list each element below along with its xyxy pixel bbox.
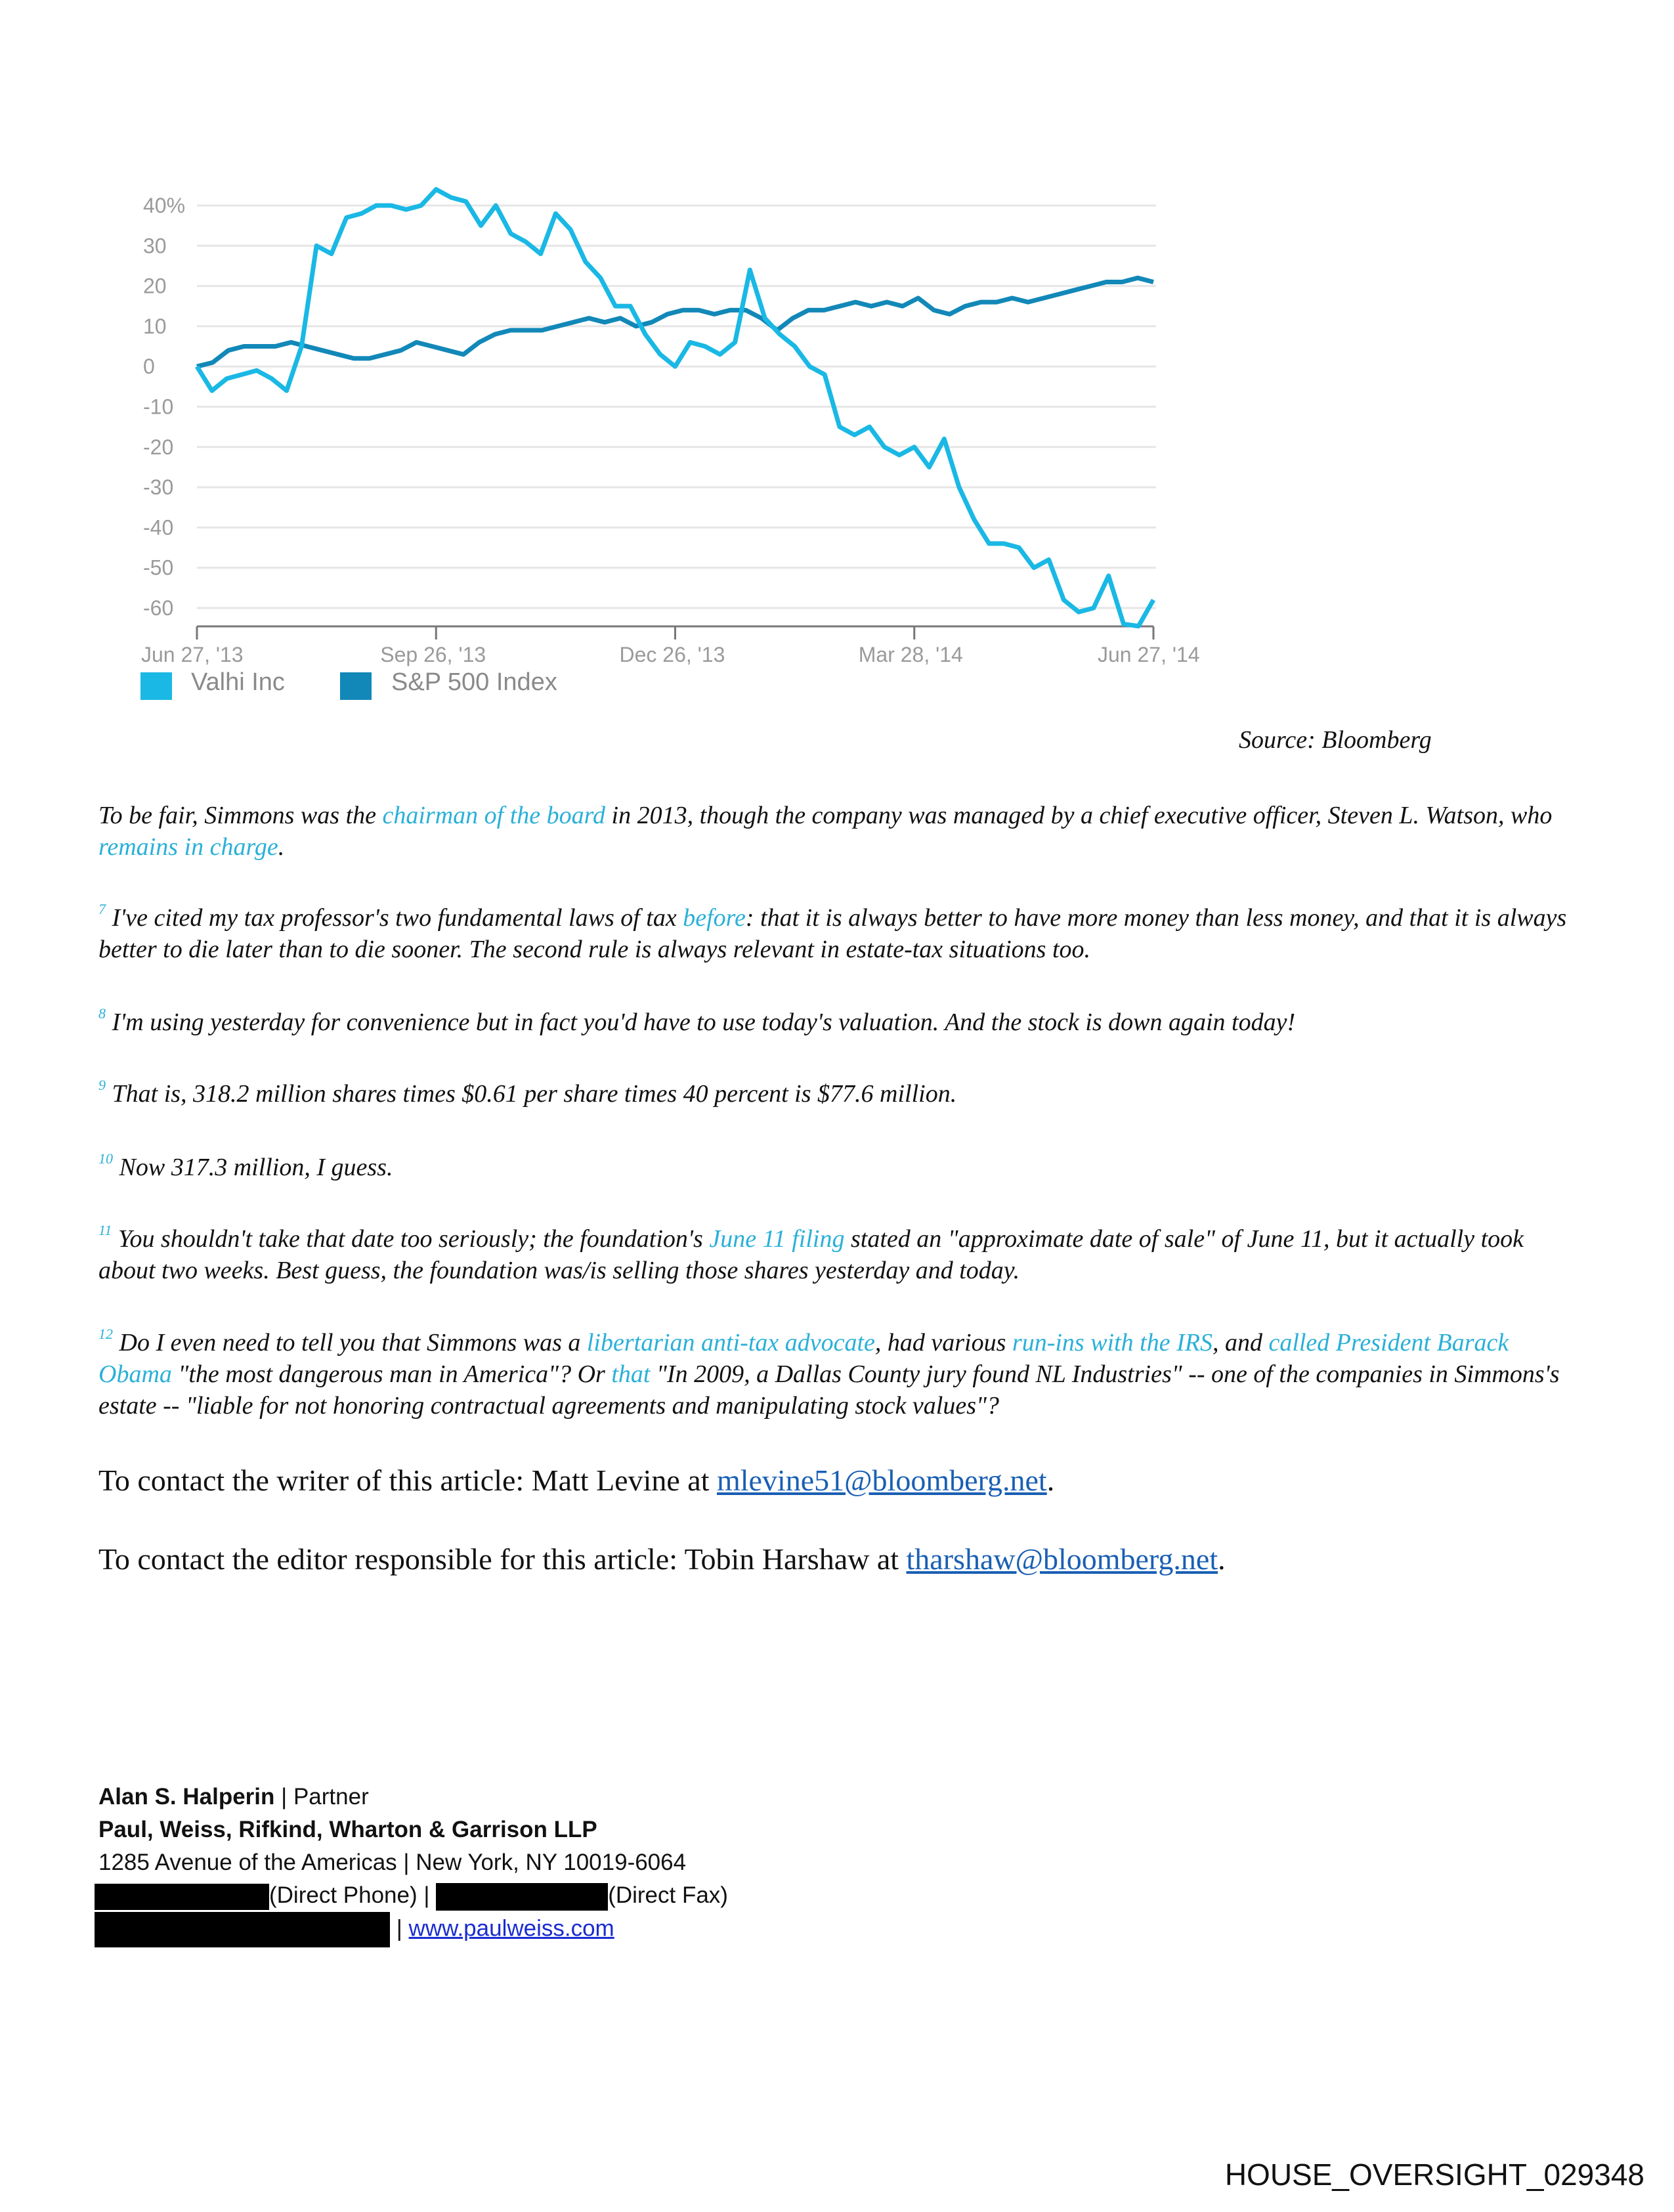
x-tick-label: Jun 27, '13: [141, 643, 244, 666]
text-segment: stated an "approximate date of sale" of June 11, but it actually took about two weeks. Best guess, the foundation was/is selling those shares yesterday and today.: [98, 1225, 1524, 1284]
x-tick-label: Dec 26, '13: [619, 643, 725, 666]
footnote-number: 9: [98, 1077, 106, 1093]
contact-writer: [98, 1463, 1054, 1498]
series-line-sp500: [197, 278, 1153, 366]
text-segment: .: [278, 833, 285, 861]
footnote-7: [98, 902, 1582, 965]
phone-label: (Direct Phone) |: [269, 1882, 437, 1908]
editor-email-link[interactable]: tharshaw@bloomberg.net: [906, 1542, 1218, 1576]
footnote-8: [98, 1007, 1582, 1038]
footnote-9: [98, 1078, 1582, 1110]
y-tick-label: 20: [143, 274, 167, 298]
text-segment: , had various: [874, 1329, 1012, 1356]
text-segment: "In 2009, a Dallas County jury found NL Industries" -- one of the companies in Simmons's estate -- "liable for not honoring contractual agreements and manipulating stock values"?: [98, 1360, 1560, 1420]
text-segment: "the most dangerous man in America"? Or: [171, 1360, 612, 1388]
legend-label-sp500: S&P 500 Index: [391, 668, 557, 696]
x-tick-label: Sep 26, '13: [380, 643, 486, 666]
redaction-phone: [95, 1884, 269, 1910]
contact-writer-text: To contact the writer of this article: Matt Levine at: [98, 1464, 717, 1497]
article-link[interactable]: chairman of the board: [382, 802, 606, 829]
legend-label-valhi: Valhi Inc: [191, 668, 285, 696]
contact-editor-text: To contact the editor responsible for this article: Tobin Harshaw at: [98, 1542, 907, 1576]
footnote-10: [98, 1152, 1582, 1183]
footnote-number: 8: [98, 1005, 106, 1022]
document-id: HOUSE_OVERSIGHT_029348: [1224, 2158, 1644, 2192]
redaction-email: [95, 1912, 390, 1947]
text-segment: You shouldn't take that date too seriously; the foundation's: [112, 1225, 710, 1253]
signature-name: Alan S. Halperin: [98, 1784, 275, 1810]
y-tick-label: -40: [143, 515, 174, 540]
signature-address: 1285 Avenue of the Americas | New York, NY 10019-6064: [98, 1850, 687, 1875]
legend-swatch-valhi: [140, 672, 172, 700]
y-tick-label: 0: [143, 355, 155, 379]
period: .: [1218, 1542, 1226, 1576]
text-segment: I'm using yesterday for convenience but in fact you'd have to use today's valuation. And the stock is down again today!: [106, 1008, 1296, 1036]
y-tick-label: -30: [143, 475, 174, 500]
website-link[interactable]: www.paulweiss.com: [408, 1915, 614, 1941]
text-segment: I've cited my tax professor's two fundamental laws of tax: [106, 904, 683, 932]
article-link[interactable]: before: [683, 904, 746, 932]
y-tick-label: 10: [143, 314, 167, 338]
legend-swatch-sp500: [340, 672, 372, 700]
y-tick-label: 30: [143, 234, 167, 258]
article-link[interactable]: called President Barack Obama: [98, 1329, 1509, 1388]
y-tick-label: 40%: [143, 194, 186, 217]
stock-performance-chart: [0, 0, 1247, 722]
article-link[interactable]: that: [611, 1360, 651, 1388]
email-signature: [98, 1781, 728, 1947]
text-segment: , and: [1212, 1329, 1269, 1356]
footnote-12: [98, 1327, 1582, 1421]
chart-source: Source: Bloomberg: [1239, 726, 1432, 754]
footnote-number: 11: [98, 1222, 112, 1238]
y-tick-label: -20: [143, 435, 174, 459]
text-segment: Do I even need to tell you that Simmons was a: [113, 1329, 587, 1356]
text-segment: in 2013, though the company was managed by a chief executive officer, Steven L. Watson, who: [605, 802, 1553, 829]
contact-editor: [98, 1542, 1226, 1576]
footnote-number: 12: [98, 1326, 113, 1342]
signature-title: | Partner: [274, 1784, 369, 1810]
article-link[interactable]: June 11 filing: [709, 1225, 845, 1253]
body-paragraph: [98, 800, 1582, 863]
footnote-11: [98, 1223, 1582, 1286]
period: .: [1046, 1464, 1055, 1497]
series-line-valhi: [197, 190, 1153, 626]
x-tick-label: Mar 28, '14: [858, 643, 963, 666]
text-segment: To be fair, Simmons was the: [98, 802, 383, 829]
text-segment: : that it is always better to have more money than less money, and that it is always better to die later than to die sooner. The second rule is always relevant in estate-tax situations too.: [98, 904, 1567, 963]
y-tick-label: -50: [143, 555, 174, 580]
footnote-number: 7: [98, 901, 106, 917]
y-tick-label: -60: [143, 596, 174, 620]
footnote-number: 10: [98, 1150, 113, 1167]
y-tick-label: -10: [143, 395, 174, 419]
text-segment: That is, 318.2 million shares times $0.61 per share times 40 percent is $77.6 million.: [106, 1080, 957, 1108]
writer-email-link[interactable]: mlevine51@bloomberg.net: [717, 1464, 1047, 1497]
fax-label: (Direct Fax): [608, 1882, 728, 1908]
article-link[interactable]: run-ins with the IRS: [1012, 1329, 1213, 1356]
text-segment: Now 317.3 million, I guess.: [113, 1154, 393, 1181]
signature-firm: Paul, Weiss, Rifkind, Wharton & Garrison LLP: [98, 1817, 597, 1842]
article-link[interactable]: libertarian anti-tax advocate: [586, 1329, 875, 1356]
article-link[interactable]: remains in charge: [98, 833, 278, 861]
separator: |: [390, 1915, 409, 1941]
redaction-fax: [436, 1883, 608, 1911]
x-tick-label: Jun 27, '14: [1098, 643, 1200, 666]
